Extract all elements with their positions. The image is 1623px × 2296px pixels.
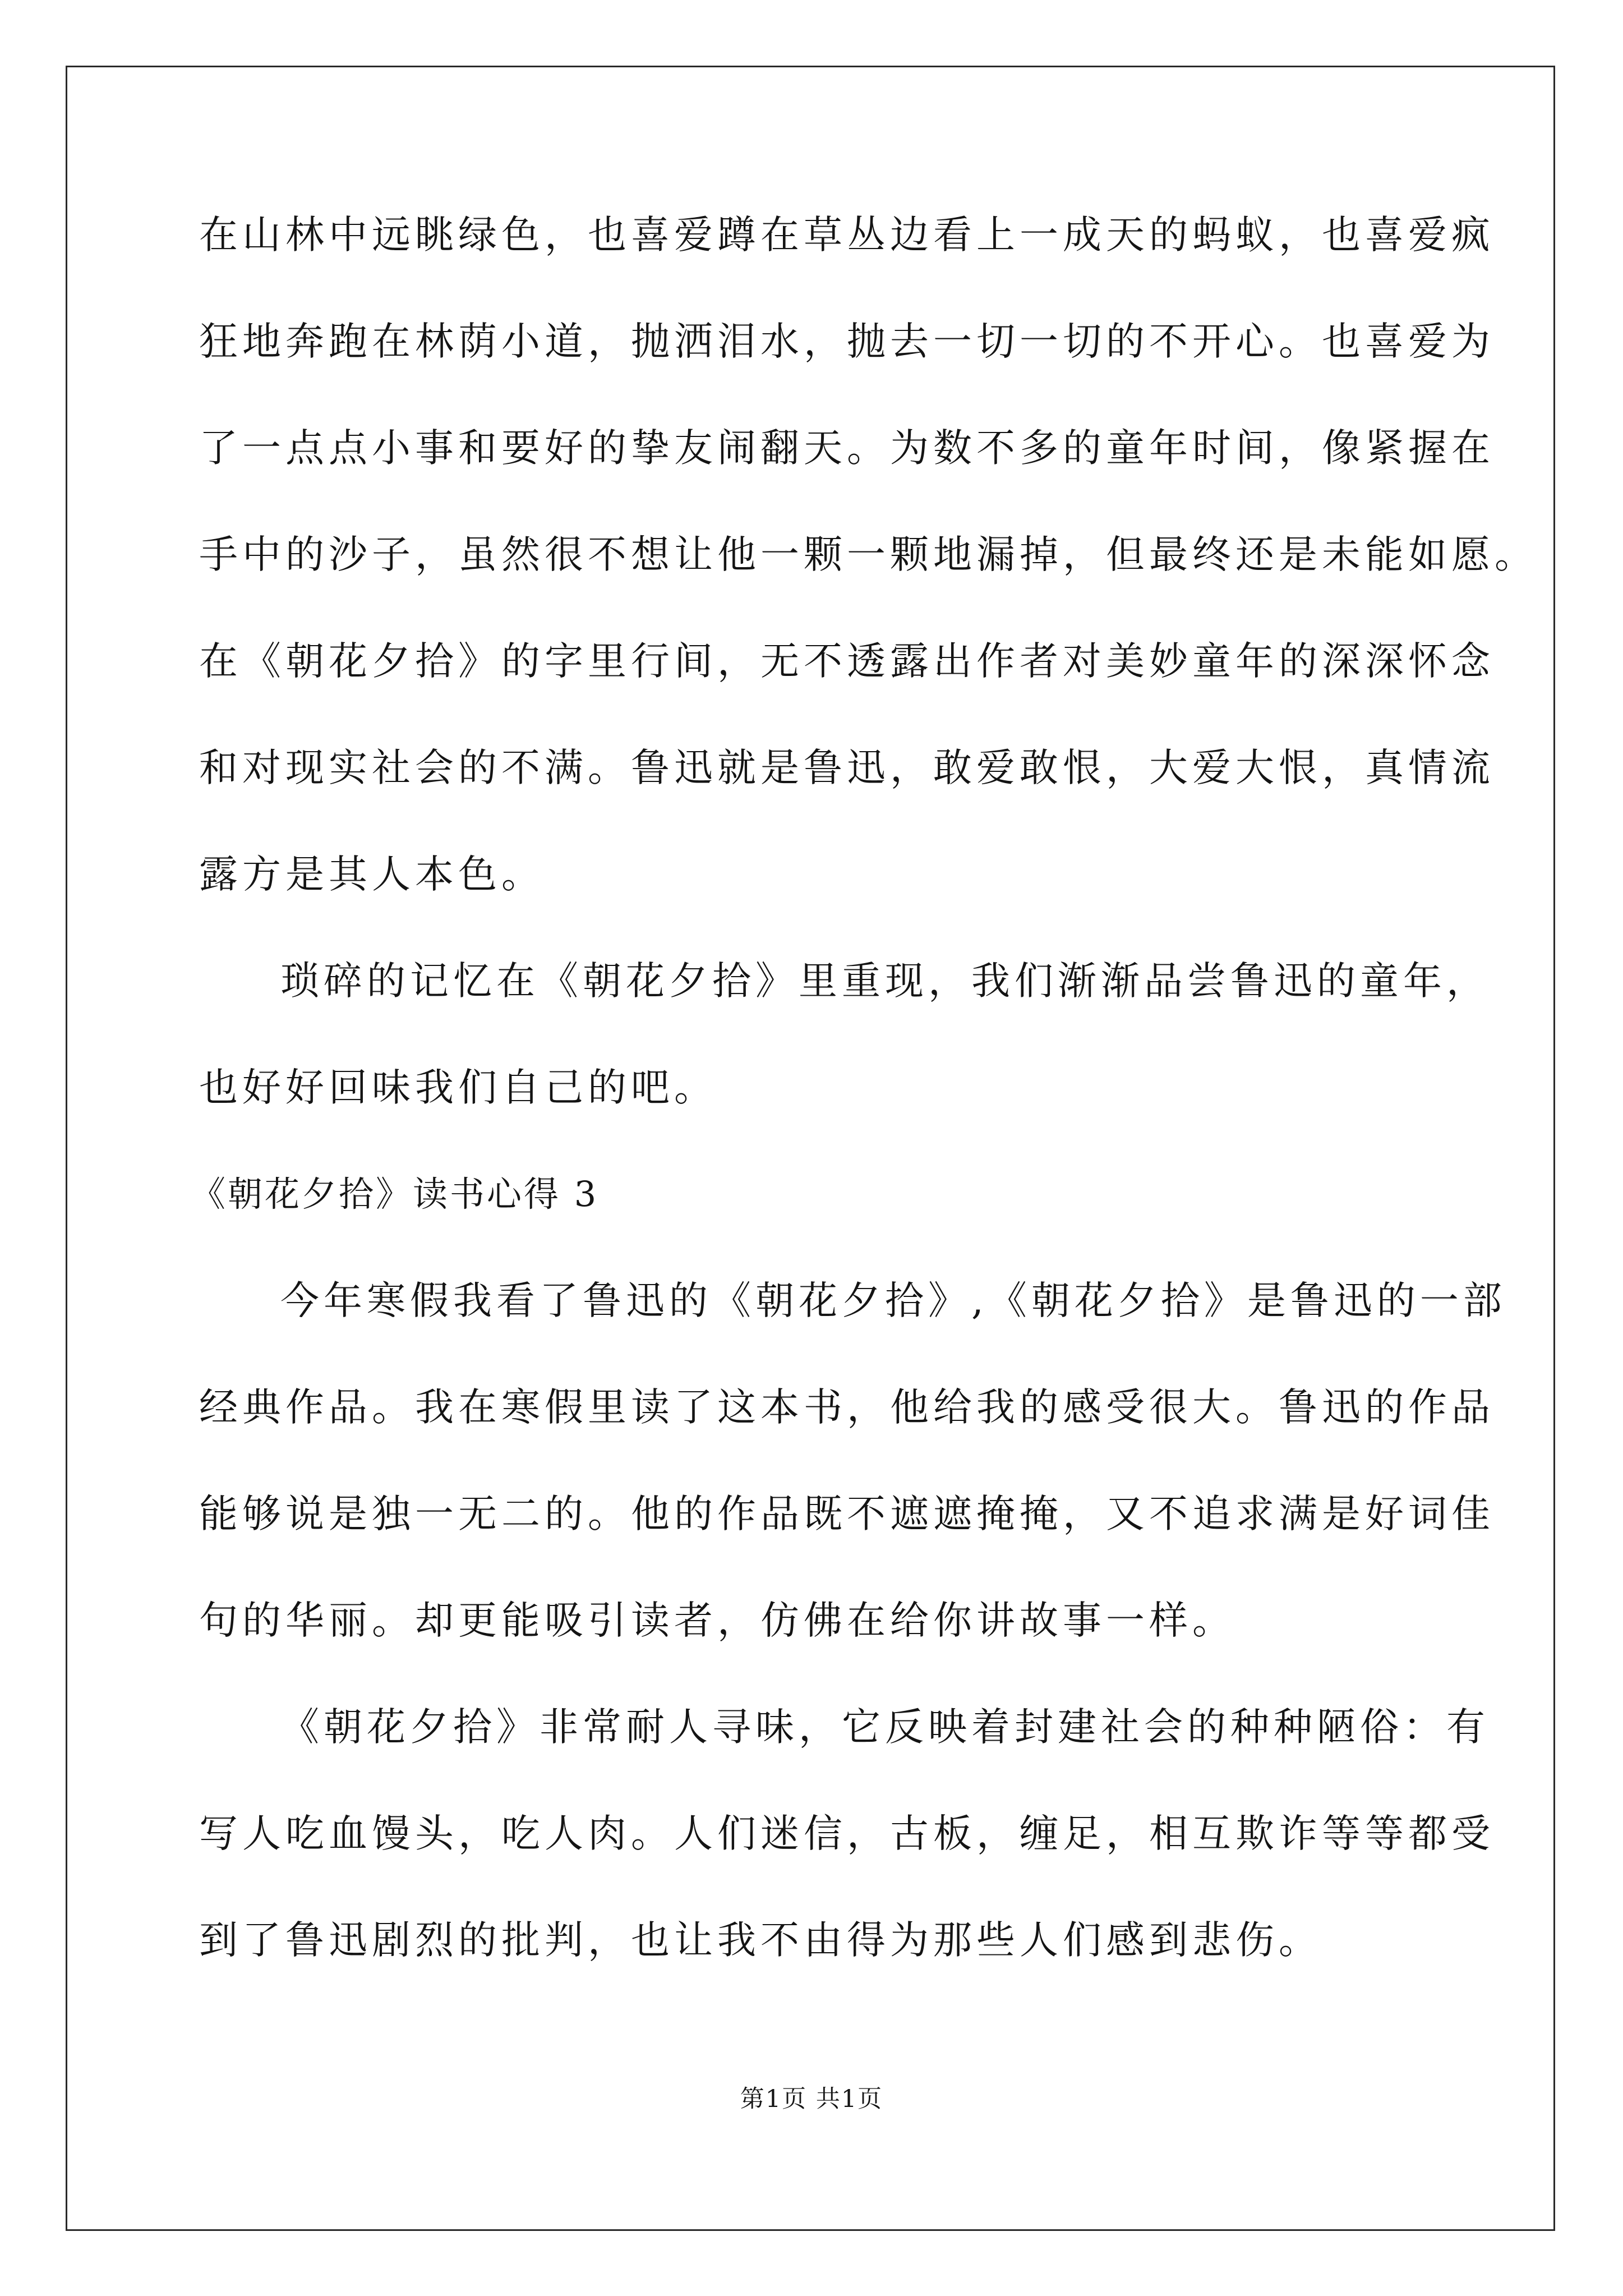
paragraph-first-line: 《朝花夕拾》非常耐人寻味，它反映着封建社会的种种陋俗：有 [280,1705,1490,1750]
page-footer: 第1页 共1页 [740,2085,883,2113]
text-line: 到了鲁迅剧烈的批判，也让我不由得为那些人们感到悲伤。 [199,1918,1322,1963]
text-line: 和对现实社会的不满。鲁迅就是鲁迅，敢爱敢恨，大爱大恨，真情流 [199,746,1495,790]
paragraph-first-line: 琐碎的记忆在《朝花夕拾》里重现，我们渐渐品尝鲁迅的童年， [280,959,1490,1004]
section-heading: 《朝花夕拾》读书心得 3 [191,1174,599,1214]
text-line: 狂地奔跑在林荫小道，抛洒泪水，抛去一切一切的不开心。也喜爱为 [199,319,1495,364]
text-line: 了一点点小事和要好的挚友闹翻天。为数不多的童年时间，像紧握在 [199,426,1495,471]
document-body [191,205,1538,2017]
text-line: 在山林中远眺绿色，也喜爱蹲在草丛边看上一成天的蚂蚁，也喜爱疯 [199,213,1495,257]
text-line: 在《朝花夕拾》的字里行间，无不透露出作者对美妙童年的深深怀念 [199,639,1495,684]
text-line: 句的华丽。却更能吸引读者，仿佛在给你讲故事一样。 [199,1598,1235,1643]
text-line: 经典作品。我在寒假里读了这本书，他给我的感受很大。鲁迅的作品 [199,1385,1495,1430]
text-line: 能够说是独一无二的。他的作品既不遮遮掩掩，又不追求满是好词佳 [199,1492,1495,1536]
paragraph-first-line: 今年寒假我看了鲁迅的《朝花夕拾》,《朝花夕拾》是鲁迅的一部 [280,1278,1506,1323]
text-line: 露方是其人本色。 [199,852,545,897]
text-line: 也好好回味我们自己的吧。 [199,1065,717,1110]
text-line: 手中的沙子，虽然很不想让他一颗一颗地漏掉，但最终还是未能如愿。 [199,532,1538,577]
text-line: 写人吃血馒头，吃人肉。人们迷信，古板，缠足，相互欺诈等等都受 [199,1811,1495,1856]
